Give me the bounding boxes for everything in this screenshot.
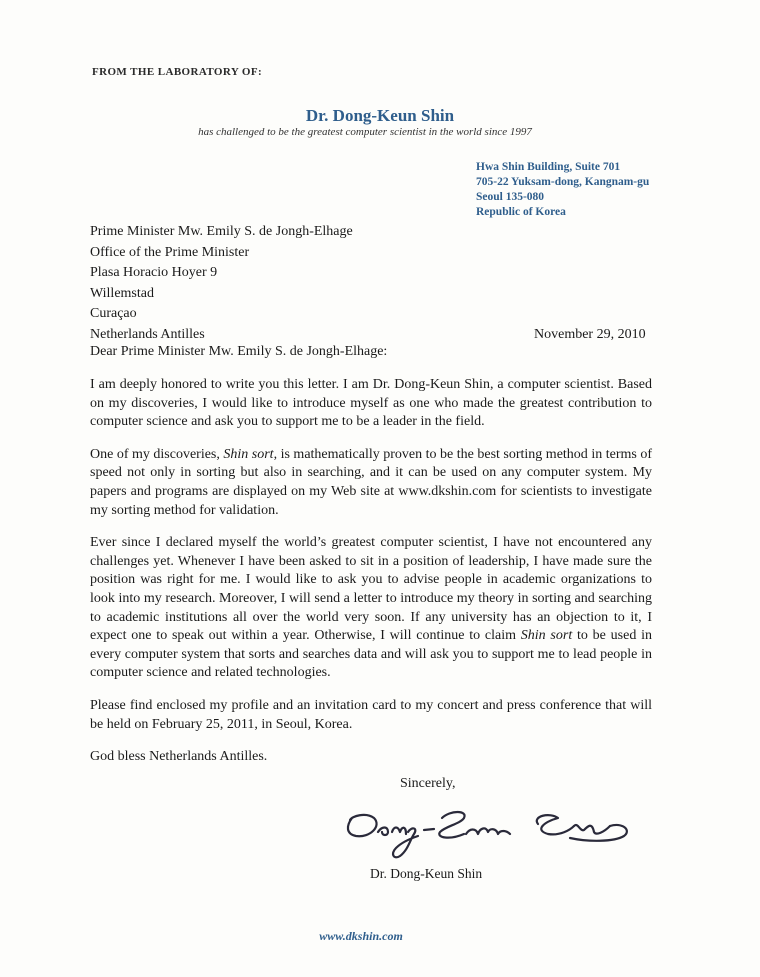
letter-date: November 29, 2010 (534, 327, 646, 342)
sender-address (476, 160, 649, 220)
from-label: FROM THE LABORATORY OF: (92, 66, 263, 78)
recipient-line: Plasa Horacio Hoyer 9 (90, 265, 218, 280)
recipient-line: Office of the Prime Minister (90, 244, 250, 260)
paragraph-2 (90, 446, 652, 520)
address-line: Republic of Korea (476, 206, 566, 218)
website-footer: www.dkshin.com (319, 929, 403, 943)
paragraph-3-end: to be used in every computer system that sorts and searches data and will ask you to support me to lead people in computer science and related technologies. (90, 628, 652, 681)
paragraph-4: Please find enclosed my profile and an invitation card to my concert and press conference that will be held on February 25, 2011, in Seoul, Korea. (90, 697, 652, 732)
letter-body (90, 376, 652, 781)
address-line: Seoul 135-080 (476, 191, 545, 203)
paragraph-1: I am deeply honored to write you this letter. I am Dr. Dong-Keun Shin, a computer scientist. Based on my discoveries, I would like to introduce myself as one who made the greatest contribution to computer science and ask you to support me to be a leader in the field. (90, 377, 652, 430)
recipient-line: Willemstad (90, 285, 154, 301)
shin-sort-emphasis: Shin sort (223, 446, 274, 462)
paragraph-5: God bless Netherlands Antilles. (90, 749, 268, 765)
paragraph-2-start: One of my discoveries, (90, 446, 224, 462)
recipient-address (90, 222, 353, 345)
shin-sort-emphasis: Shin sort (520, 628, 573, 644)
paragraph-2-end: , is mathematically proven to be the best sorting method in terms of speed not only in sorting but also in searching, and it can be used on any computer system. My papers and programs are displayed on my Web site at www.dkshin.com for scientists to investigate my sorting method for validation. (90, 446, 652, 518)
handwritten-signature (338, 796, 638, 866)
salutation: Dear Prime Minister Mw. Emily S. de Jongh-Elhage: (90, 344, 388, 359)
signer-name: Dr. Dong-Keun Shin (370, 866, 483, 881)
address-line: Hwa Shin Building, Suite 701 (476, 161, 621, 173)
letterhead-tagline: has challenged to be the greatest computer scientist in the world since 1997 (198, 126, 532, 138)
recipient-line: Curaçao (90, 306, 137, 321)
letterhead-name: Dr. Dong-Keun Shin (305, 106, 455, 125)
address-line: 705-22 Yuksam-dong, Kangnam-gu (476, 176, 650, 188)
paragraph-3-start: Ever since I declared myself the world’s greatest computer scientist, I have not encountered any challenges yet. Whenever I have been asked to sit in a position of leadership, I have made sure the position was right for me. I would like to ask you to advise people in academic organizations to look into my research. Moreover, I will send a letter to introduce my theory in sorting and searching to academic institutions all over the world very soon. If any university has an objection to it, I expect one to speak out within a year. Otherwise, I will continue to claim (90, 535, 652, 644)
closing: Sincerely, (400, 776, 456, 791)
recipient-line: Netherlands Antilles (90, 326, 205, 342)
recipient-line: Prime Minister Mw. Emily S. de Jongh-Elhage (90, 224, 353, 239)
paragraph-3 (90, 534, 652, 683)
